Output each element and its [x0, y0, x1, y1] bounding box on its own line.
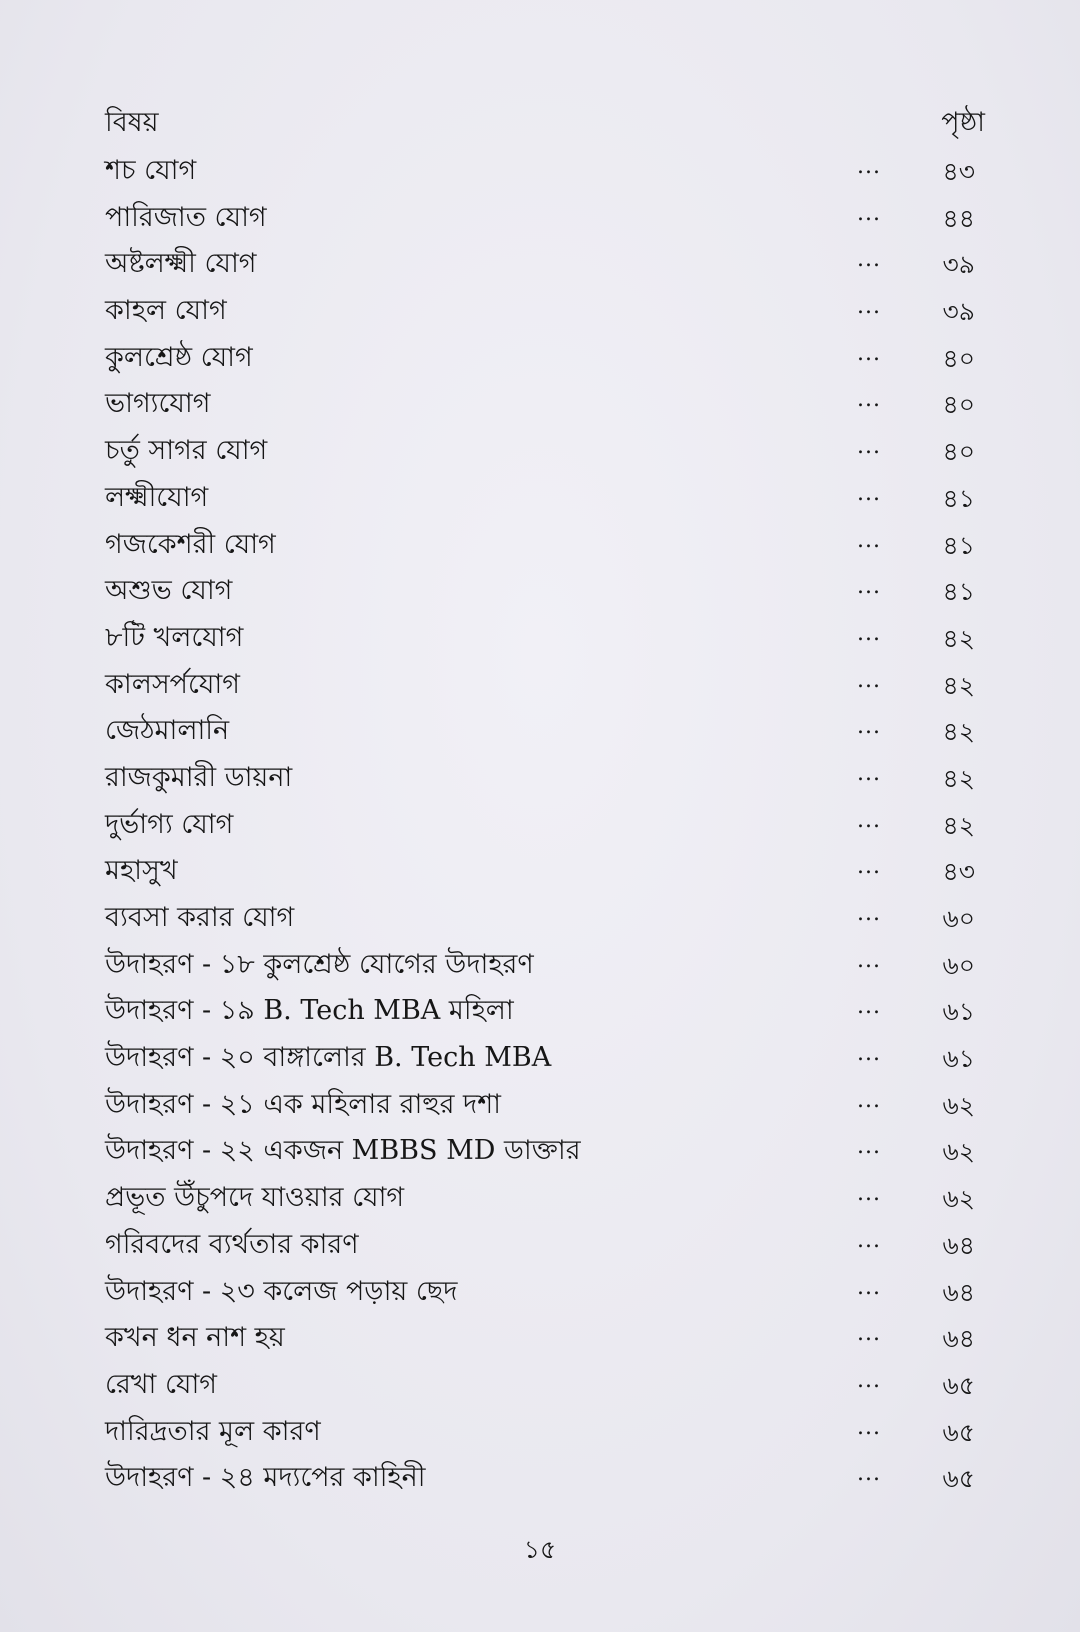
toc-leader-dots: ...: [857, 1414, 881, 1440]
toc-entry-page: ৬০: [942, 904, 975, 933]
toc-leader-dots: ...: [857, 901, 881, 926]
toc-entry: [105, 1313, 985, 1360]
toc-entry-page: ৪২: [942, 623, 975, 653]
toc-leader-dots: ...: [857, 1461, 881, 1487]
toc-entry-page: ৬০: [942, 950, 975, 980]
toc-entry-title: চর্তু সাগর যোগ: [105, 435, 268, 467]
toc-entry-title: উদাহরণ - ২৪ মদ্যপের কাহিনী: [105, 1462, 426, 1494]
toc-entry: [105, 800, 985, 847]
toc-leader-dots: ...: [857, 807, 881, 833]
toc-entry-title: রেখা যোগ: [105, 1368, 217, 1400]
toc-leader-dots: ...: [857, 480, 881, 506]
toc-entry-page: ৬২: [942, 1090, 975, 1120]
toc-entry: [105, 1453, 985, 1500]
toc-entry: [105, 1173, 985, 1220]
toc-entry: [105, 893, 985, 940]
toc-entry-page: ৪০: [942, 390, 975, 420]
toc-leader-dots: ...: [857, 527, 881, 553]
toc-entry-title: উদাহরণ - ২৩ কলেজ পড়ায় ছেদ: [105, 1275, 458, 1307]
toc-entry: [105, 473, 985, 520]
toc-entry-page: ৪১: [942, 577, 975, 607]
toc-entry: [105, 566, 985, 613]
toc-entry-page: ৪৩: [942, 857, 975, 887]
toc-entry-title: মহাসুখ: [105, 855, 178, 887]
toc-leader-dots: ...: [857, 294, 881, 320]
toc-entry-title: উদাহরণ - ২২ একজন MBBS MD ডাক্তার: [105, 1135, 581, 1167]
toc-entry: [105, 1360, 985, 1407]
toc-entry: [105, 379, 985, 426]
toc-entry-title: দুর্ভাগ্য যোগ: [105, 808, 234, 840]
toc-leader-dots: ...: [857, 1087, 881, 1113]
toc-entry-title: শচ যোগ: [105, 155, 197, 186]
toc-leader-dots: ...: [857, 154, 881, 179]
toc-entry: [105, 1080, 985, 1127]
toc-entry-page: ৩৯: [942, 250, 975, 280]
toc-entry-page: ৬২: [942, 1184, 975, 1214]
toc-entry-title: কাহল যোগ: [105, 295, 227, 327]
toc-entry-page: ৪২: [942, 717, 975, 747]
toc-leader-dots: ...: [857, 574, 881, 600]
toc-entry-title: লক্ষ্মীযোগ: [105, 481, 209, 513]
toc-entry-title: অশুভ যোগ: [105, 575, 233, 607]
toc-entry-title: গজকেশরী যোগ: [105, 528, 276, 560]
footer-page-number: ১৫: [523, 1535, 557, 1564]
toc-entry-title: ৮টি খলযোগ: [105, 621, 244, 653]
toc-entry-page: ৩৯: [942, 297, 975, 327]
toc-entry-title: উদাহরণ - ২০ বাঙ্গালোর B. Tech MBA: [105, 1042, 552, 1074]
toc-entry: [105, 146, 985, 193]
toc-leader-dots: ...: [857, 1367, 881, 1393]
toc-leader-dots: ...: [857, 387, 881, 413]
toc-entry: [105, 986, 985, 1033]
toc-entry-title: উদাহরণ - ১৯ B. Tech MBA মহিলা: [105, 995, 514, 1027]
toc-leader-dots: ...: [857, 1181, 881, 1207]
toc-entry: [105, 1033, 985, 1080]
toc-leader-dots: ...: [857, 247, 881, 273]
toc-leader-dots: ...: [857, 340, 881, 366]
toc-leader-dots: ...: [857, 620, 881, 646]
toc-entry-page: ৬১: [942, 1044, 975, 1074]
page-column-heading: পৃষ্ঠা: [941, 107, 985, 138]
toc-leader-dots: ...: [857, 434, 881, 460]
toc-entry-title: ব্যবসা করার যোগ: [105, 902, 295, 933]
toc-entry-page: ৪৩: [942, 157, 975, 186]
toc-entry-page: ৬৪: [942, 1277, 975, 1307]
toc-entry-page: ৬৪: [942, 1230, 975, 1260]
toc-entry-title: পারিজাত যোগ: [105, 201, 267, 233]
toc-entry-title: কখন ধন নাশ হয়: [105, 1322, 285, 1354]
toc-leader-dots: ...: [857, 1274, 881, 1300]
toc-entry: [105, 333, 985, 380]
toc-entry-title: প্রভূত উঁচুপদে যাওয়ার যোগ: [105, 1182, 405, 1214]
toc-leader-dots: ...: [857, 854, 881, 880]
toc-leader-dots: ...: [857, 947, 881, 973]
toc-entry-title: রাজকুমারী ডায়না: [105, 761, 293, 793]
toc-entry-page: ৬৫: [942, 1464, 975, 1494]
toc-entry-page: ৬৫: [942, 1370, 975, 1400]
subject-column-heading: বিষয়: [105, 107, 159, 138]
toc-leader-dots: ...: [857, 1134, 881, 1160]
toc-entry-page: ৪২: [942, 670, 975, 700]
toc-entry-page: ৪২: [942, 763, 975, 793]
toc-entry: [105, 940, 985, 987]
toc-entry-page: ৬১: [942, 997, 975, 1027]
toc-leader-dots: ...: [857, 1227, 881, 1253]
toc-entry: [105, 660, 985, 707]
toc-header: [105, 102, 985, 142]
toc-entry-page: ৬২: [942, 1137, 975, 1167]
toc-entry-title: কালসর্পযোগ: [105, 668, 240, 700]
toc-entry-page: ৪৪: [942, 203, 975, 233]
toc-entry-page: ৪১: [942, 530, 975, 560]
toc-entry-page: ৪১: [942, 483, 975, 513]
toc-entry: [105, 426, 985, 473]
toc-leader-dots: ...: [857, 760, 881, 786]
toc-entry: [105, 1267, 985, 1314]
toc-entry-page: ৪০: [942, 343, 975, 373]
toc-entry: [105, 1126, 985, 1173]
toc-entry: [105, 753, 985, 800]
toc-entry-title: উদাহরণ - ১৮ কুলশ্রেষ্ঠ যোগের উদাহরণ: [105, 948, 534, 980]
toc-entry: [105, 193, 985, 240]
toc-entry: [105, 520, 985, 567]
toc-leader-dots: ...: [857, 714, 881, 740]
toc-entry: [105, 239, 985, 286]
toc-entry: [105, 613, 985, 660]
toc-leader-dots: ...: [857, 994, 881, 1020]
toc-entry: [105, 1220, 985, 1267]
toc-entry-title: জেঠমালানি: [105, 715, 230, 747]
toc-leader-dots: ...: [857, 667, 881, 693]
toc-entry: [105, 706, 985, 753]
toc-entry-title: দারিদ্রতার মূল কারণ: [105, 1415, 321, 1447]
toc-entry-title: অষ্টলক্ষ্মী যোগ: [105, 248, 257, 280]
toc-entry-title: ভাগ্যযোগ: [105, 388, 211, 420]
table-of-contents: [105, 146, 985, 1500]
toc-leader-dots: ...: [857, 1321, 881, 1347]
toc-entry-page: ৪০: [942, 437, 975, 467]
toc-entry-title: উদাহরণ - ২১ এক মহিলার রাহুর দশা: [105, 1088, 501, 1120]
toc-entry-page: ৬৫: [942, 1417, 975, 1447]
toc-entry: [105, 846, 985, 893]
toc-leader-dots: ...: [857, 200, 881, 226]
toc-entry-page: ৪২: [942, 810, 975, 840]
toc-entry-page: ৬৪: [942, 1324, 975, 1354]
toc-entry-title: গরিবদের ব্যর্থতার কারণ: [105, 1228, 359, 1260]
toc-entry: [105, 1407, 985, 1454]
toc-leader-dots: ...: [857, 1041, 881, 1067]
toc-entry-title: কুলশ্রেষ্ঠ যোগ: [105, 341, 253, 373]
toc-entry: [105, 286, 985, 333]
